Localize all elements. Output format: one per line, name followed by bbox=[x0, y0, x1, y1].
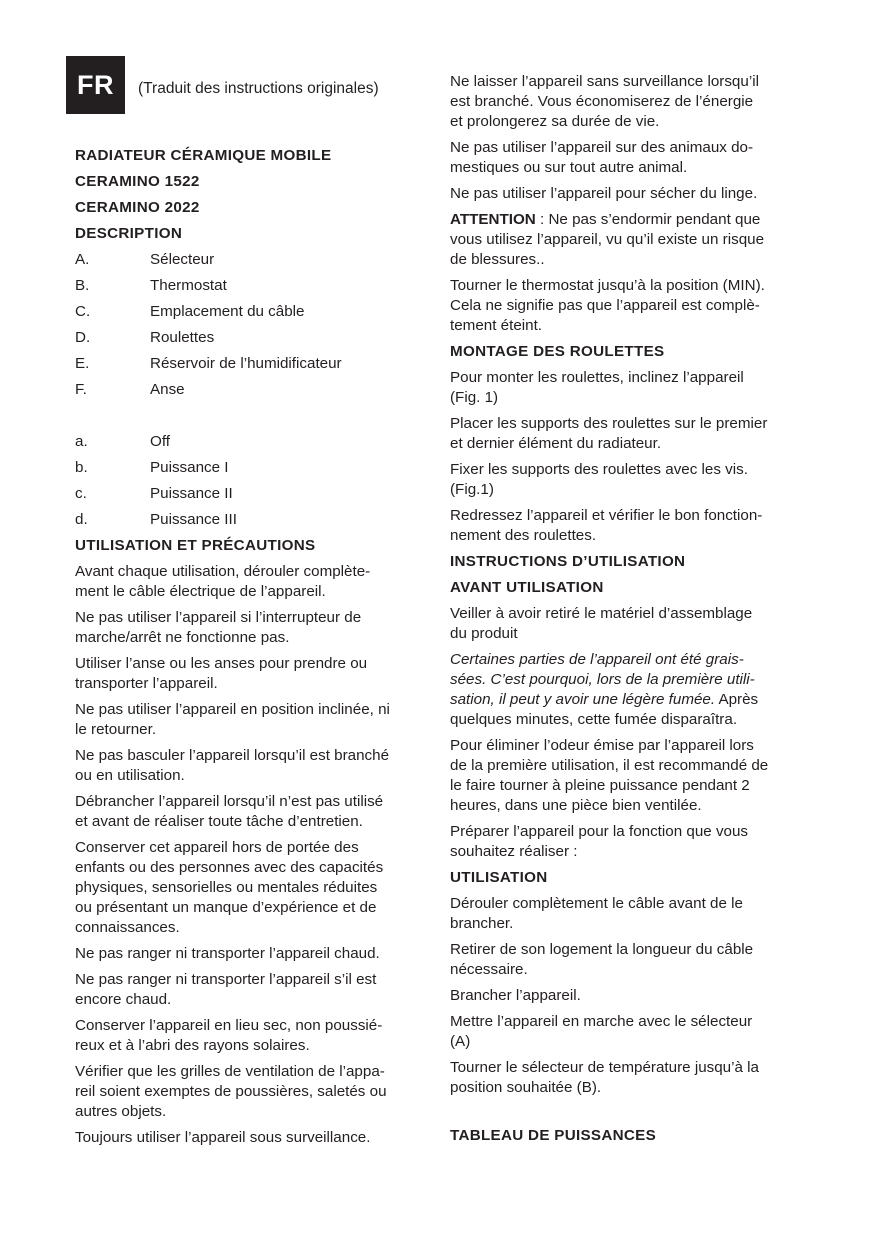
attention-paragraph bbox=[450, 210, 810, 270]
spacer bbox=[75, 406, 430, 432]
list-label: Sélecteur bbox=[150, 251, 215, 268]
paragraph: Ne laisser l’appareil sans surveillance lorsqu’il est branché. Vous économiserez de l’énergie et prolongerez sa durée de vie. bbox=[450, 73, 759, 130]
right-column bbox=[450, 72, 810, 1152]
list-key: C. bbox=[75, 303, 91, 320]
levels-list bbox=[75, 432, 430, 530]
paragraph: Veiller à avoir retiré le matériel d’assemblage du produit bbox=[450, 605, 753, 642]
list-key: F. bbox=[75, 381, 87, 398]
paragraph-rest: Après quelques minutes, cette fumée disparaîtra. bbox=[450, 691, 759, 728]
list-item bbox=[75, 380, 430, 400]
attention-label: ATTENTION bbox=[450, 211, 536, 228]
list-item bbox=[75, 458, 430, 478]
list-key: E. bbox=[75, 355, 90, 372]
list-item bbox=[75, 250, 430, 270]
paragraph: Toujours utiliser l’appareil sous surveillance. bbox=[75, 1129, 371, 1146]
language-badge: FR bbox=[66, 56, 125, 114]
usage-heading: UTILISATION bbox=[450, 869, 548, 886]
paragraph: Tourner le thermostat jusqu’à la position (MIN). Cela ne signifie pas que l’appareil est complè- tement éteint. bbox=[450, 277, 765, 334]
paragraph: Pour éliminer l’odeur émise par l’appareil lors de la première utilisation, il est recommandé de le faire tourner à pleine puissance pendant 2 heures, dans une pièce bien ventilée. bbox=[450, 737, 769, 814]
list-label: Réservoir de l’humidificateur bbox=[150, 355, 342, 372]
list-key: d. bbox=[75, 511, 88, 528]
precautions-heading: UTILISATION ET PRÉCAUTIONS bbox=[75, 537, 316, 554]
model-1522: CERAMINO 1522 bbox=[75, 173, 200, 190]
list-item bbox=[75, 354, 430, 374]
before-use-heading: AVANT UTILISATION bbox=[450, 579, 604, 596]
list-item bbox=[75, 484, 430, 504]
list-label: Anse bbox=[150, 381, 185, 398]
paragraph: Placer les supports des roulettes sur le premier et dernier élément du radiateur. bbox=[450, 415, 768, 452]
list-key: B. bbox=[75, 277, 90, 294]
instructions-heading: INSTRUCTIONS D’UTILISATION bbox=[450, 553, 686, 570]
paragraph: Ne pas utiliser l’appareil si l’interrupteur de marche/arrêt ne fonctionne pas. bbox=[75, 609, 362, 646]
product-title: RADIATEUR CÉRAMIQUE MOBILE bbox=[75, 147, 332, 164]
list-key: c. bbox=[75, 485, 87, 502]
paragraph: Vérifier que les grilles de ventilation de l’appa- reil soient exemptes de poussières, saletés ou autres objets. bbox=[75, 1063, 387, 1120]
paragraph: Tourner le sélecteur de température jusqu’à la position souhaitée (B). bbox=[450, 1059, 759, 1096]
model-2022: CERAMINO 2022 bbox=[75, 199, 200, 216]
translation-note: (Traduit des instructions originales) bbox=[138, 80, 379, 97]
paragraph: Avant chaque utilisation, dérouler complète- ment le câble électrique de l’appareil. bbox=[75, 563, 371, 600]
list-key: b. bbox=[75, 459, 88, 476]
paragraph: Mettre l’appareil en marche avec le sélecteur (A) bbox=[450, 1013, 753, 1050]
parts-list bbox=[75, 250, 430, 400]
paragraph: Pour monter les roulettes, inclinez l’appareil (Fig. 1) bbox=[450, 369, 744, 406]
list-label: Puissance II bbox=[150, 485, 233, 502]
italic-text: Certaines parties de l’appareil ont été grais- sées. C’est pourquoi, lors de la première utili- sation, il peut y avoir une légère fumée. bbox=[450, 651, 755, 708]
list-item bbox=[75, 328, 430, 348]
paragraph: Débrancher l’appareil lorsqu’il n’est pas utilisé et avant de réaliser toute tâche d’entretien. bbox=[75, 793, 384, 830]
list-label: Emplacement du câble bbox=[150, 303, 305, 320]
paragraph: Ne pas basculer l’appareil lorsqu’il est branché ou en utilisation. bbox=[75, 747, 390, 784]
paragraph: Ne pas utiliser l’appareil en position inclinée, ni le retourner. bbox=[75, 701, 390, 738]
paragraph: Retirer de son logement la longueur du câble nécessaire. bbox=[450, 941, 754, 978]
attention-text: : Ne pas s’endormir pendant que vous utilisez l’appareil, vu qu’il existe un risque de blessures.. bbox=[450, 211, 765, 268]
list-label: Puissance III bbox=[150, 511, 237, 528]
wheels-heading: MONTAGE DES ROULETTES bbox=[450, 343, 665, 360]
paragraph bbox=[450, 650, 810, 730]
paragraph: Utiliser l’anse ou les anses pour prendre ou transporter l’appareil. bbox=[75, 655, 368, 692]
paragraph: Ne pas utiliser l’appareil sur des animaux do- mestiques ou sur tout autre animal. bbox=[450, 139, 754, 176]
power-table-heading: TABLEAU DE PUISSANCES bbox=[450, 1127, 657, 1144]
paragraph: Redressez l’appareil et vérifier le bon fonction- nement des roulettes. bbox=[450, 507, 763, 544]
spacer bbox=[450, 1104, 810, 1126]
list-key: A. bbox=[75, 251, 90, 268]
left-column bbox=[75, 146, 430, 1154]
paragraph: Ne pas ranger ni transporter l’appareil s’il est encore chaud. bbox=[75, 971, 377, 1008]
paragraph: Fixer les supports des roulettes avec les vis. (Fig.1) bbox=[450, 461, 748, 498]
paragraph: Conserver cet appareil hors de portée des enfants ou des personnes avec des capacités physiques, sensorielles ou mentales réduites ou présentant un manque d’expérience et de connaissances. bbox=[75, 839, 384, 936]
list-item bbox=[75, 276, 430, 296]
paragraph: Dérouler complètement le câble avant de le brancher. bbox=[450, 895, 743, 932]
list-key: a. bbox=[75, 433, 88, 450]
list-label: Thermostat bbox=[150, 277, 227, 294]
description-heading: DESCRIPTION bbox=[75, 225, 183, 242]
paragraph: Brancher l’appareil. bbox=[450, 987, 581, 1004]
list-label: Roulettes bbox=[150, 329, 215, 346]
paragraph: Conserver l’appareil en lieu sec, non poussié- reux et à l’abri des rayons solaires. bbox=[75, 1017, 383, 1054]
paragraph: Ne pas ranger ni transporter l’appareil chaud. bbox=[75, 945, 380, 962]
paragraph: Ne pas utiliser l’appareil pour sécher du linge. bbox=[450, 185, 758, 202]
list-key: D. bbox=[75, 329, 91, 346]
list-label: Puissance I bbox=[150, 459, 229, 476]
list-item bbox=[75, 432, 430, 452]
list-item bbox=[75, 302, 430, 322]
list-label: Off bbox=[150, 433, 170, 450]
paragraph: Préparer l’appareil pour la fonction que vous souhaitez réaliser : bbox=[450, 823, 749, 860]
list-item bbox=[75, 510, 430, 530]
